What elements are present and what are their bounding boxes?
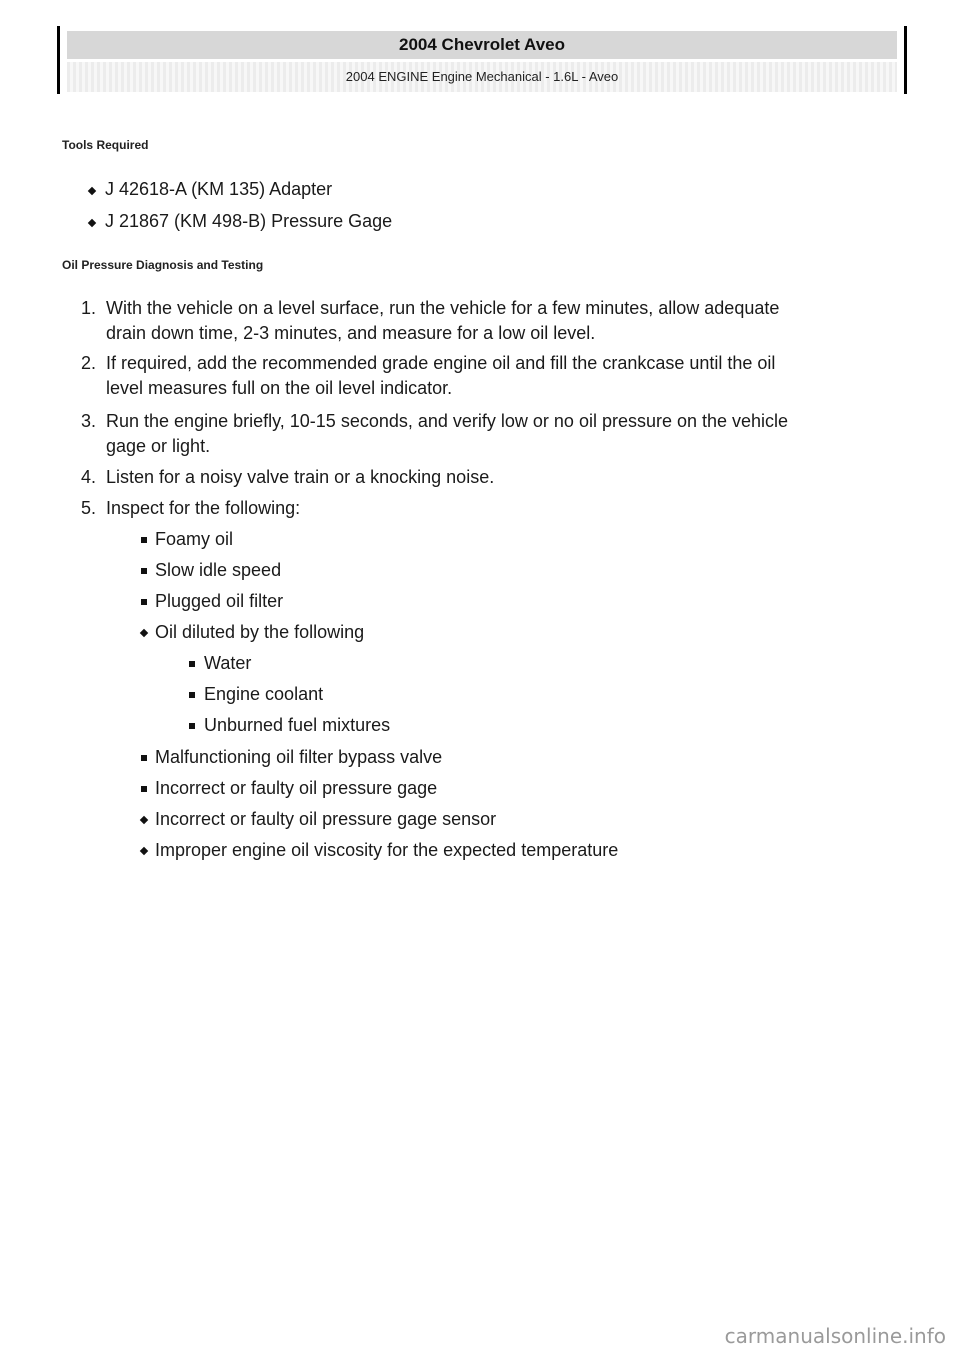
bullet-square-icon bbox=[141, 537, 147, 543]
bullet-square-icon bbox=[141, 599, 147, 605]
inspect-item: Slow idle speed bbox=[155, 560, 282, 580]
watermark: carmanualsonline.info bbox=[724, 1324, 946, 1348]
step-text: drain down time, 2-3 minutes, and measure for a low oil level. bbox=[106, 323, 596, 343]
step-text: gage or light. bbox=[106, 436, 211, 456]
step-number: 3. bbox=[80, 411, 96, 431]
step-number: 4. bbox=[80, 467, 96, 487]
step-text: If required, add the recommended grade engine oil and fill the crankcase until the oil bbox=[106, 353, 776, 373]
diluted-item: Water bbox=[204, 653, 252, 673]
inspect-item: Foamy oil bbox=[155, 529, 234, 549]
inspect-item: Improper engine oil viscosity for the expected temperature bbox=[155, 840, 619, 860]
inspect-item: Incorrect or faulty oil pressure gage sensor bbox=[155, 809, 497, 829]
tool-item: J 21867 (KM 498-B) Pressure Gage bbox=[105, 211, 393, 231]
bullet-square-icon bbox=[189, 723, 195, 729]
bullet-diamond-icon bbox=[140, 847, 148, 855]
bullet-diamond-icon bbox=[88, 187, 96, 195]
bullet-square-icon bbox=[141, 786, 147, 792]
step-text: Inspect for the following: bbox=[106, 498, 301, 518]
inspect-item: Plugged oil filter bbox=[155, 591, 284, 611]
bullet-square-icon bbox=[141, 755, 147, 761]
bullet-diamond-icon bbox=[140, 816, 148, 824]
step-text: level measures full on the oil level indicator. bbox=[106, 378, 453, 398]
bullet-square-icon bbox=[189, 692, 195, 698]
inspect-item: Oil diluted by the following bbox=[155, 622, 365, 642]
document-title: 2004 Chevrolet Aveo bbox=[67, 31, 897, 59]
document-subtitle: 2004 ENGINE Engine Mechanical - 1.6L - Aveo bbox=[67, 62, 897, 92]
procedure-heading: Oil Pressure Diagnosis and Testing bbox=[62, 258, 264, 272]
diluted-item: Engine coolant bbox=[204, 684, 324, 704]
diluted-item: Unburned fuel mixtures bbox=[204, 715, 391, 735]
bullet-square-icon bbox=[189, 661, 195, 667]
tool-item: J 42618-A (KM 135) Adapter bbox=[105, 179, 333, 199]
bullet-diamond-icon bbox=[88, 219, 96, 227]
step-text: With the vehicle on a level surface, run the vehicle for a few minutes, allow adequate bbox=[106, 298, 780, 318]
inspect-item: Incorrect or faulty oil pressure gage bbox=[155, 778, 438, 798]
step-number: 5. bbox=[80, 498, 96, 518]
bullet-diamond-icon bbox=[140, 629, 148, 637]
step-number: 2. bbox=[80, 353, 96, 373]
step-text: Run the engine briefly, 10-15 seconds, and verify low or no oil pressure on the vehicle bbox=[106, 411, 789, 431]
step-text: Listen for a noisy valve train or a knocking noise. bbox=[106, 467, 495, 487]
bullet-square-icon bbox=[141, 568, 147, 574]
document-header bbox=[57, 26, 907, 94]
tools-required-heading: Tools Required bbox=[62, 138, 149, 152]
step-number: 1. bbox=[80, 298, 96, 318]
inspect-item: Malfunctioning oil filter bypass valve bbox=[155, 747, 443, 767]
